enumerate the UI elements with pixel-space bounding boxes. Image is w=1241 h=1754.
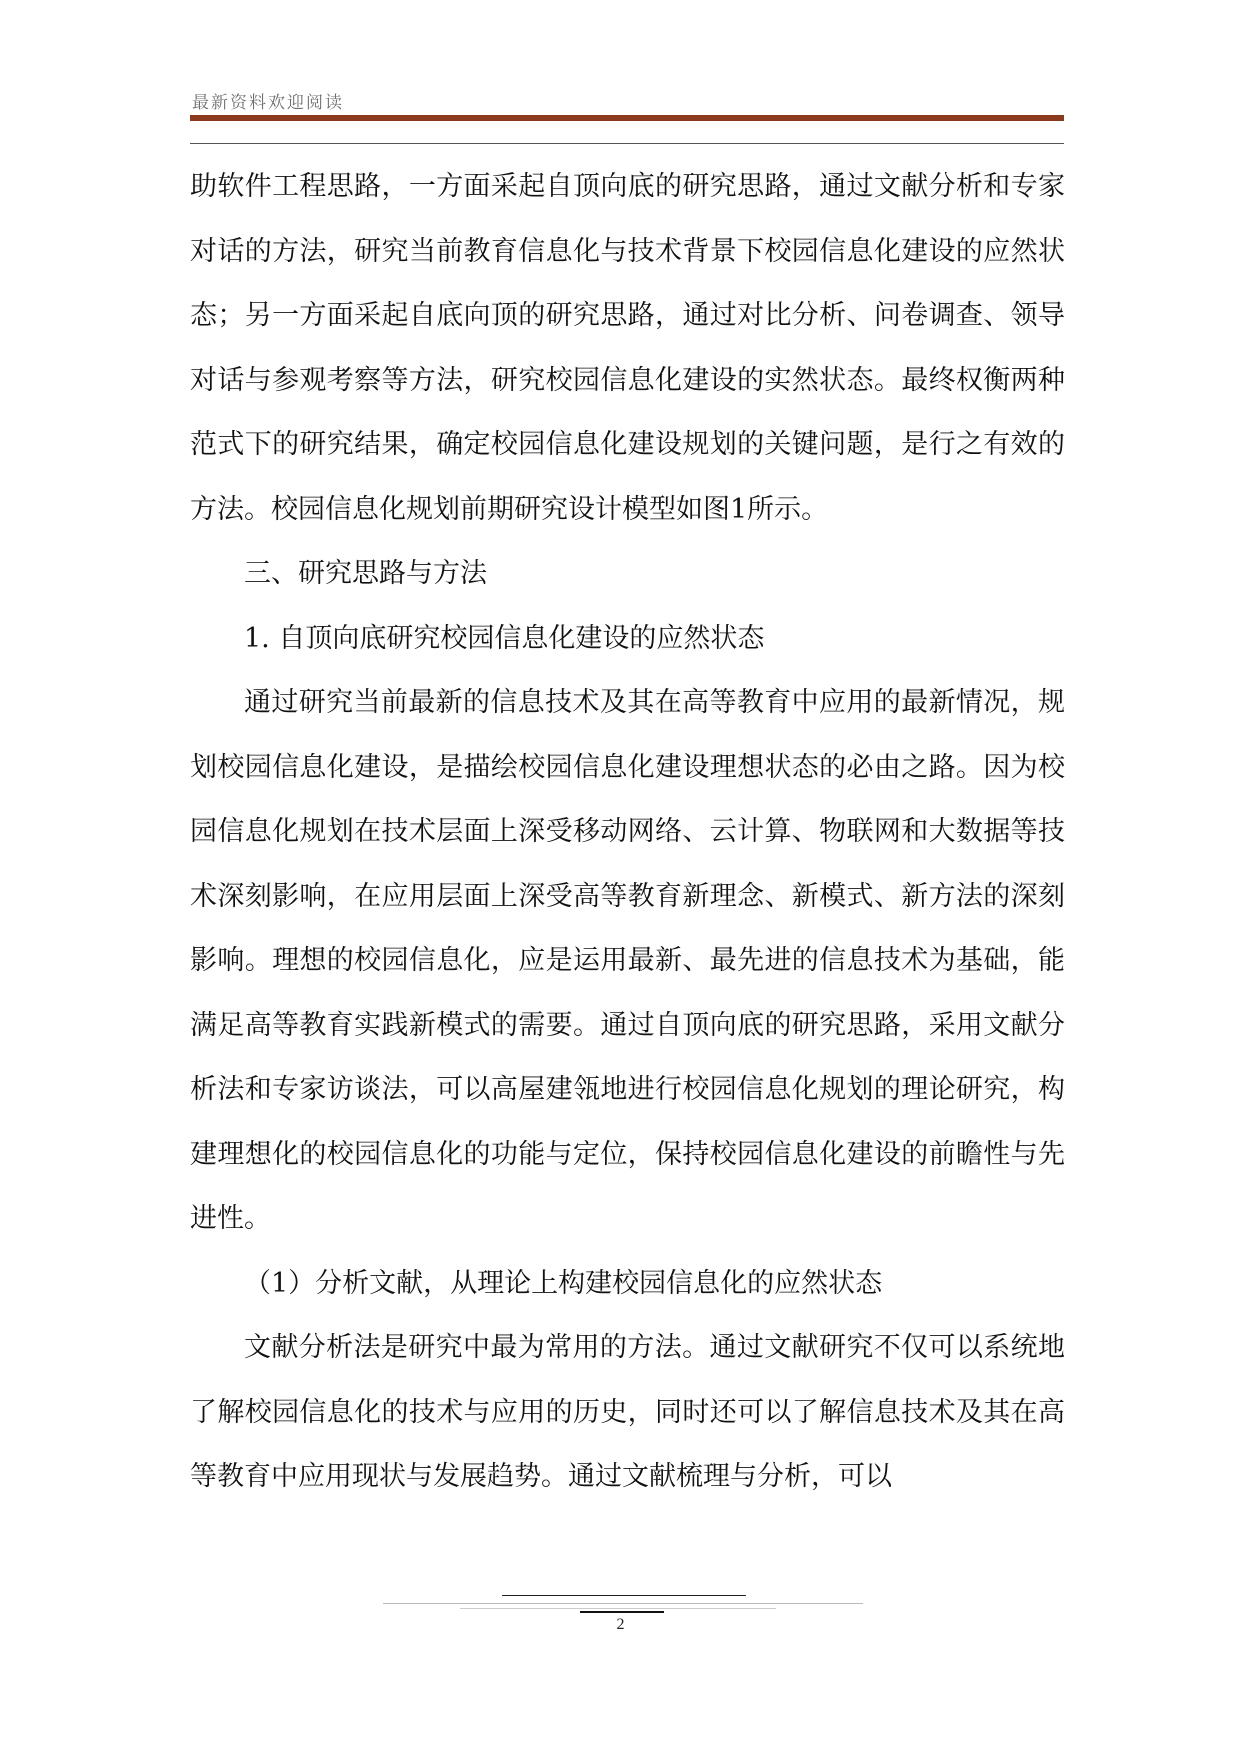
footer-rule bbox=[502, 1595, 746, 1596]
paragraph: 文献分析法是研究中最为常用的方法。通过文献研究不仅可以系统地了解校园信息化的技术与应用的历史，同时还可以了解信息技术及其在高等教育中应用现状与发展趋势。通过文献梳理与分析，可以 bbox=[190, 1332, 1065, 1492]
page-header-text: 最新资料欢迎阅读 bbox=[192, 93, 344, 113]
paragraph: 通过研究当前最新的信息技术及其在高等教育中应用的最新情况，规划校园信息化建设，是描绘校园信息化建设理想状态的必由之路。因为校园信息化规划在技术层面上深受移动网络、云计算、物联网和大数据等技术深刻影响，在应用层面上深受高等教育新理念、新模式、新方法的深刻影响。理想的校园信息化，应是运用最新、最先进的信息技术为基础，能满足高等教育实践新模式的需要。通过自顶向底的研究思路，采用文献分析法和专家访谈法，可以高屋建瓴地进行校园信息化规划的理论研究，构建理想化的校园信息化的功能与定位，保持校园信息化建设的前瞻性与先进性。 bbox=[190, 687, 1065, 1234]
page-number: 2 bbox=[616, 1616, 625, 1633]
document-body bbox=[190, 155, 1065, 1510]
footer-rule bbox=[383, 1603, 863, 1604]
paragraph-continued: 助软件工程思路，一方面采起自顶向底的研究思路，通过文献分析和专家对话的方法，研究当前教育信息化与技术背景下校园信息化建设的应然状态；另一方面采起自底向顶的研究思路，通过对比分析、问卷调查、领导对话与参观考察等方法，研究校园信息化建设的实然状态。最终权衡两种范式下的研究结果，确定校园信息化建设规划的关键问题，是行之有效的方法。校园信息化规划前期研究设计模型如图1所示。 bbox=[190, 171, 1065, 525]
header-rule-thick bbox=[190, 115, 1064, 121]
section-heading: 三、研究思路与方法 bbox=[244, 558, 487, 589]
subsection-heading: 1. 自顶向底研究校园信息化建设的应然状态 bbox=[244, 622, 765, 654]
sub-subsection-heading: （1）分析文献，从理论上构建校园信息化的应然状态 bbox=[244, 1267, 883, 1299]
header-rule-thin bbox=[190, 143, 1064, 144]
footer-rule bbox=[580, 1611, 664, 1613]
footer-rule bbox=[460, 1608, 776, 1609]
